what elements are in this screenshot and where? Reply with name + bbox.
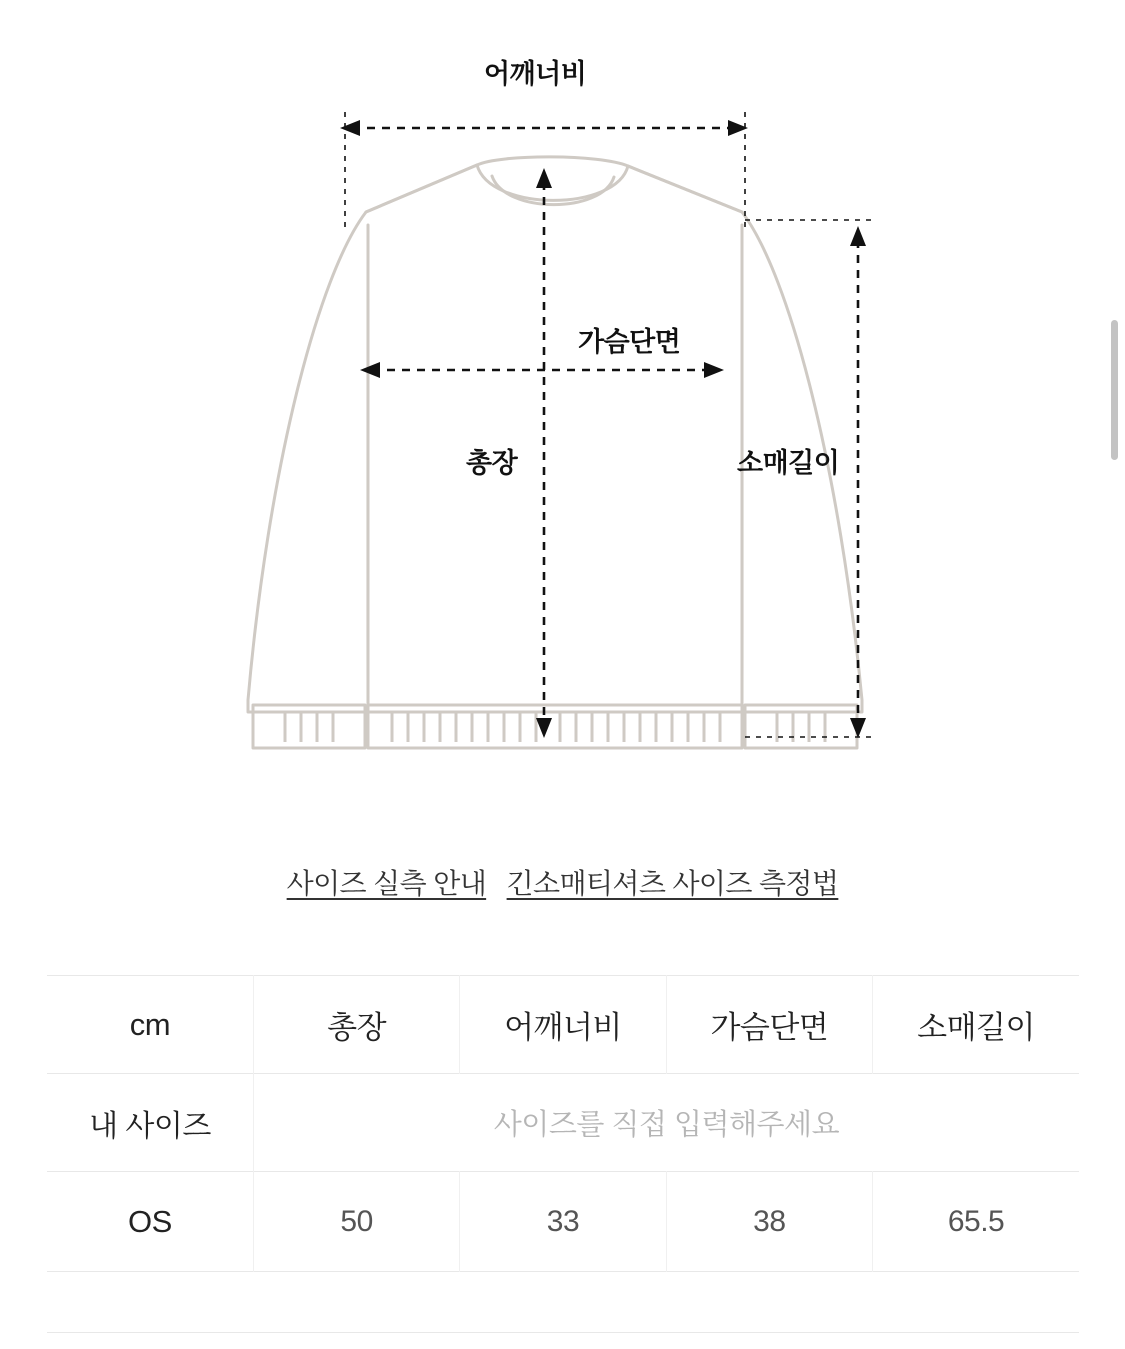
diagram-label-shoulder-width: 어깨너비 [484,59,587,89]
diagram-label-total-length: 총장 [466,448,518,478]
table-bottom-divider [47,1332,1079,1333]
os-total-length: 50 [253,1172,459,1272]
table-header-chest: 가슴단면 [666,976,872,1074]
table-header-total-length: 총장 [253,976,459,1074]
size-measure-guide-link[interactable]: 사이즈 실측 안내 [286,868,487,899]
my-size-label: 내 사이즈 [47,1074,253,1172]
longsleeve-measure-method-link[interactable]: 긴소매티셔츠 사이즈 측정법 [506,868,839,899]
vertical-scrollbar[interactable] [1111,320,1118,460]
diagram-label-chest: 가슴단면 [578,327,681,357]
os-shoulder-width: 33 [460,1172,666,1272]
size-guide-links [0,862,1125,902]
os-sleeve-length: 65.5 [873,1172,1079,1272]
table-header-sleeve-length: 소매길이 [873,976,1079,1074]
diagram-label-sleeve-length: 소매길이 [737,448,840,478]
size-label-os: OS [47,1172,253,1272]
table-header-row [47,976,1079,1074]
table-row [47,1172,1079,1272]
my-size-row[interactable] [47,1074,1079,1172]
my-size-input[interactable]: 사이즈를 직접 입력해주세요 [253,1074,1079,1172]
table-header-shoulder-width: 어깨너비 [460,976,666,1074]
table-header-unit: cm [47,976,253,1074]
size-table [47,975,1079,1272]
os-chest: 38 [666,1172,872,1272]
